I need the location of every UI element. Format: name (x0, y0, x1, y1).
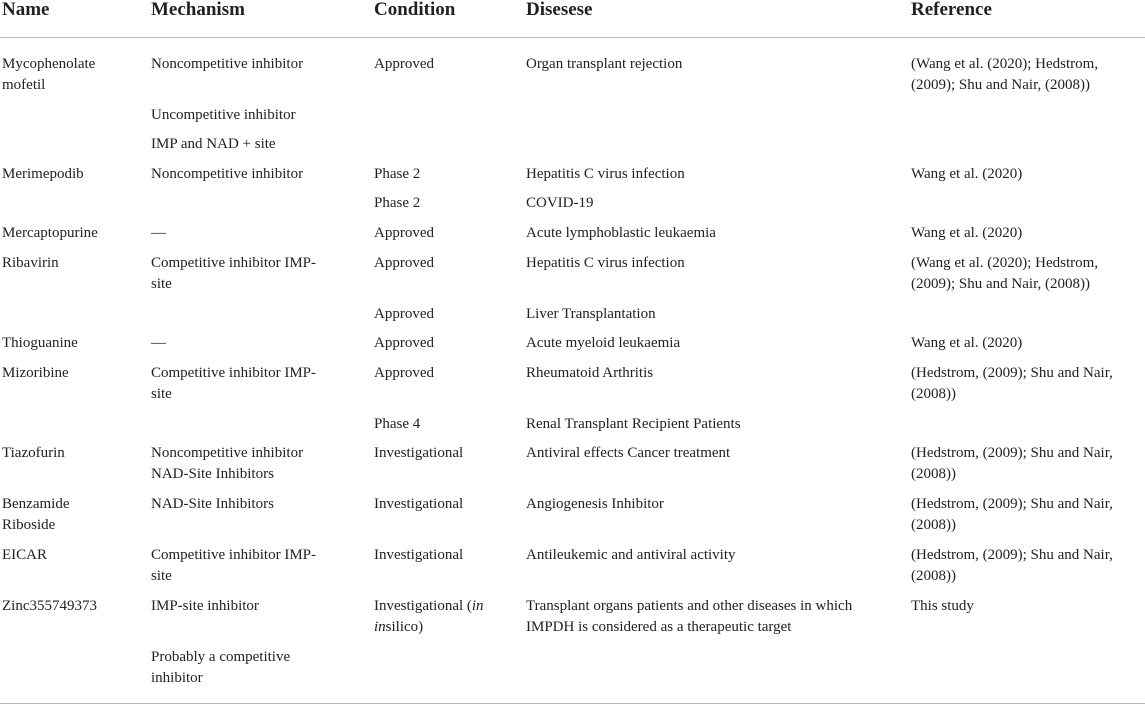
cell-reference: (Wang et al. (2020); Hedstrom, (2009); Shu and Nair, (2008)) (911, 56, 1099, 93)
cell-disease: Transplant organs patients and other diseases in which IMPDH is considered as a therapeutic target (526, 598, 853, 635)
cell-disease: Hepatitis C virus infection (526, 255, 685, 271)
cell-condition: Approved (374, 225, 434, 241)
cell-name: EICAR (2, 547, 47, 563)
cell-condition: Investigational (374, 547, 464, 563)
header-divider (0, 37, 1145, 38)
cell-name: Zinc355749373 (2, 598, 97, 614)
cell-condition: Approved (374, 306, 434, 322)
cell-reference: This study (911, 598, 974, 614)
cell-mechanism: Competitive inhibitor IMP- site (151, 547, 316, 584)
cell-reference: (Wang et al. (2020); Hedstrom, (2009); Shu and Nair, (2008)) (911, 255, 1099, 292)
cell-condition: Approved (374, 56, 434, 72)
cell-disease: Renal Transplant Recipient Patients (526, 416, 741, 432)
table-bottom-divider (0, 703, 1145, 704)
cell-mechanism: Noncompetitive inhibitor (151, 56, 304, 72)
cell-reference: Wang et al. (2020) (911, 335, 1023, 351)
cell-condition: Phase 2 (374, 195, 421, 211)
cell-disease: COVID-19 (526, 195, 594, 211)
cell-reference: (Hedstrom, (2009); Shu and Nair, (2008)) (911, 365, 1113, 402)
cell-mechanism: IMP and NAD + site (151, 136, 276, 152)
cell-condition: Phase 4 (374, 416, 421, 432)
cell-reference: Wang et al. (2020) (911, 225, 1023, 241)
cell-condition: Investigational (374, 496, 464, 512)
cell-mechanism: NAD-Site Inhibitors (151, 496, 274, 512)
cell-reference: (Hedstrom, (2009); Shu and Nair, (2008)) (911, 445, 1113, 482)
cell-name: Tiazofurin (2, 445, 65, 461)
cell-condition: Approved (374, 365, 434, 381)
cell-disease: Rheumatoid Arthritis (526, 365, 654, 381)
cell-disease: Antileukemic and antiviral activity (526, 547, 736, 563)
cell-reference: Wang et al. (2020) (911, 166, 1023, 182)
cell-disease: Antiviral effects Cancer treatment (526, 445, 731, 461)
cell-mechanism: IMP-site inhibitor (151, 598, 259, 614)
cell-name: Ribavirin (2, 255, 59, 271)
header-name: Name (2, 0, 50, 20)
header-reference: Reference (911, 0, 992, 20)
cell-disease: Organ transplant rejection (526, 56, 683, 72)
header-condition: Condition (374, 0, 456, 20)
cell-name: Merimepodib (2, 166, 84, 182)
cell-mechanism: Probably a competitive inhibitor (151, 649, 291, 686)
header-mechanism: Mechanism (151, 0, 245, 20)
cell-reference: (Hedstrom, (2009); Shu and Nair, (2008)) (911, 496, 1113, 533)
cell-mechanism: Competitive inhibitor IMP- site (151, 365, 316, 402)
cell-mechanism: Noncompetitive inhibitor NAD-Site Inhibitors (151, 445, 304, 482)
cell-mechanism: — (151, 225, 166, 241)
header-disease: Disesese (526, 0, 593, 20)
cell-disease: Hepatitis C virus infection (526, 166, 685, 182)
cell-condition: Approved (374, 335, 434, 351)
cell-mechanism: — (151, 335, 166, 351)
cell-disease: Angiogenesis Inhibitor (526, 496, 664, 512)
cell-disease: Acute myeloid leukaemia (526, 335, 681, 351)
cell-condition: Investigational (in insilico) (374, 598, 484, 635)
cell-mechanism: Noncompetitive inhibitor (151, 166, 304, 182)
cell-condition: Phase 2 (374, 166, 421, 182)
cell-mechanism: Uncompetitive inhibitor (151, 107, 296, 123)
cell-condition: Investigational (374, 445, 464, 461)
cell-condition: Approved (374, 255, 434, 271)
cell-reference: (Hedstrom, (2009); Shu and Nair, (2008)) (911, 547, 1113, 584)
cell-name: Mizoribine (2, 365, 69, 381)
cell-mechanism: Competitive inhibitor IMP- site (151, 255, 316, 292)
cell-name: Benzamide Riboside (2, 496, 70, 533)
cell-disease: Acute lymphoblastic leukaemia (526, 225, 716, 241)
cell-disease: Liver Transplantation (526, 306, 656, 322)
cell-name: Thioguanine (2, 335, 78, 351)
cell-name: Mycophenolate mofetil (2, 56, 96, 93)
cell-name: Mercaptopurine (2, 225, 98, 241)
